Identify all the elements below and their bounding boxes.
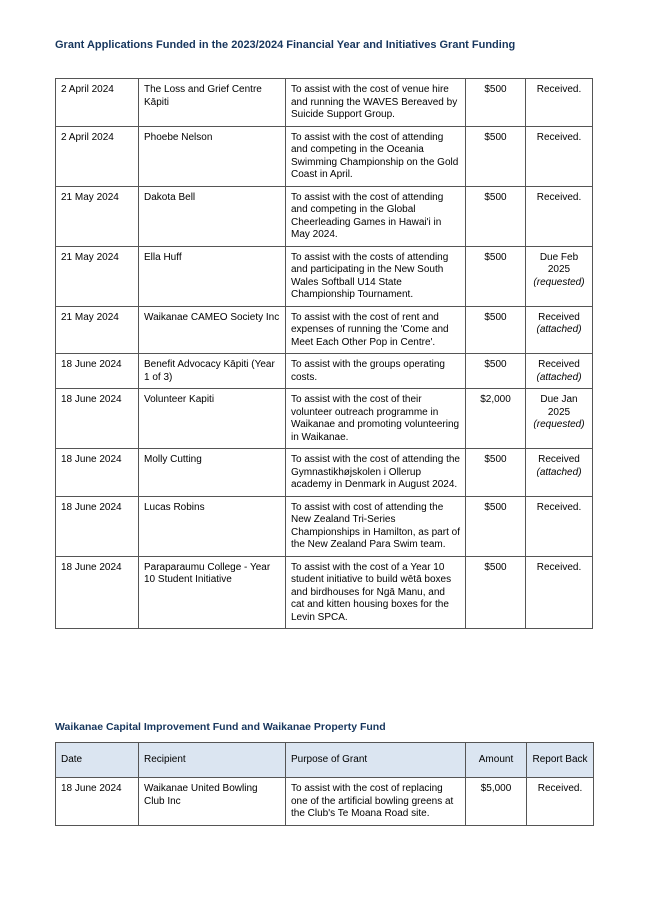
cell-recipient: Paraparaumu College - Year 10 Student Initiative [139,556,286,629]
cell-amount: $500 [466,126,526,186]
cell-amount: $500 [466,354,526,389]
cell-purpose: To assist with the cost of venue hire and running the WAVES Bereaved by Suicide Support Group. [286,79,466,127]
cell-recipient: The Loss and Grief Centre Kāpiti [139,79,286,127]
table-row [56,449,593,497]
cell-purpose: To assist with the costs of attending and participating in the New South Wales Softball U14 State Championship Tournament. [286,246,466,306]
cell-amount: $500 [466,556,526,629]
cell-date: 18 June 2024 [56,556,139,629]
header-recipient: Recipient [139,743,286,778]
report-status: Received [538,311,580,323]
cell-recipient: Lucas Robins [139,496,286,556]
grants-table [55,78,593,629]
cell-date: 18 June 2024 [56,354,139,389]
cell-recipient: Waikanae CAMEO Society Inc [139,306,286,354]
cell-amount: $500 [466,306,526,354]
section-title-grants: Grant Applications Funded in the 2023/2024 Financial Year and Initiatives Grant Funding [55,39,516,51]
cell-report-back [526,246,593,306]
cell-date: 21 May 2024 [56,306,139,354]
cell-purpose: To assist with the cost of their volunteer outreach programme in Waikanae and promoting volunteering in Waikanae. [286,389,466,449]
cell-amount: $2,000 [466,389,526,449]
cell-report-back [527,778,594,826]
cell-amount: $500 [466,246,526,306]
cell-recipient: Benefit Advocacy Kāpiti (Year 1 of 3) [139,354,286,389]
cell-report-back [526,306,593,354]
table-row [56,79,593,127]
cell-purpose: To assist with the groups operating costs. [286,354,466,389]
cell-recipient: Volunteer Kapiti [139,389,286,449]
report-status: Due Jan 2025 [540,394,578,418]
cell-report-back [526,389,593,449]
header-report-back: Report Back [527,743,594,778]
report-status: Received. [536,501,582,513]
cell-amount: $500 [466,449,526,497]
cell-date: 21 May 2024 [56,186,139,246]
cell-date: 2 April 2024 [56,126,139,186]
report-note: ( requested ) [531,419,587,432]
table-row [56,496,593,556]
table-row [56,186,593,246]
table-row [56,556,593,629]
cell-report-back [526,79,593,127]
report-status: Received. [536,131,582,143]
cell-recipient: Ella Huff [139,246,286,306]
table-row [56,778,594,826]
cell-purpose: To assist with the cost of attending the Gymnastikhøjskolen i Ollerup academy in Denmark in August 2024. [286,449,466,497]
cell-date: 21 May 2024 [56,246,139,306]
report-status: Received. [536,191,582,203]
table-row [56,126,593,186]
cell-date: 18 June 2024 [56,449,139,497]
report-status: Received [538,454,580,465]
cell-purpose: To assist with the cost of replacing one of the artificial bowling greens at the Club's Te Moana Road site. [286,778,466,826]
cell-purpose: To assist with the cost of rent and expenses of running the 'Come and Meet Each Other Pop in Centre'. [286,306,466,354]
report-note: ( requested ) [531,277,587,290]
cell-amount: $500 [466,496,526,556]
cell-report-back [526,186,593,246]
report-status: Received. [536,84,582,95]
cell-purpose: To assist with the cost of a Year 10 student initiative to build wētā boxes and birdhouses for Ngā Manu, and cat and kitten housing boxes for the Levin SPCA. [286,556,466,629]
report-note: ( attached ) [531,467,587,480]
report-status: Received. [537,783,583,794]
table-row [56,246,593,306]
cell-report-back [526,449,593,497]
cell-report-back [526,556,593,629]
cell-report-back [526,354,593,389]
table-header-row [56,743,594,778]
table-row [56,306,593,354]
report-note: ( attached ) [531,372,587,385]
cell-report-back [526,126,593,186]
cell-recipient: Molly Cutting [139,449,286,497]
cell-report-back [526,496,593,556]
table-row [56,354,593,389]
report-status: Due Feb 2025 [539,251,579,275]
cell-recipient: Dakota Bell [139,186,286,246]
cell-amount: $500 [466,79,526,127]
header-amount: Amount [466,743,527,778]
cell-purpose: To assist with the cost of attending and competing in the Oceania Swimming Championship on the Gold Coast in April. [286,126,466,186]
cell-amount: $500 [466,186,526,246]
cell-date: 18 June 2024 [56,778,139,826]
table-row [56,389,593,449]
cell-recipient: Phoebe Nelson [139,126,286,186]
cell-date: 2 April 2024 [56,79,139,127]
cell-date: 18 June 2024 [56,389,139,449]
cell-amount: $5,000 [466,778,527,826]
report-status: Received [538,359,580,370]
report-status: Received. [536,561,582,573]
section-title-capital-fund: Waikanae Capital Improvement Fund and Waikanae Property Fund [55,721,386,733]
cell-purpose: To assist with cost of attending the New Zealand Tri-Series Championships in Hamilton, as part of the New Zealand Para Swim team. [286,496,466,556]
capital-fund-table [55,742,594,826]
cell-recipient: Waikanae United Bowling Club Inc [139,778,286,826]
report-note: ( attached ) [531,324,587,337]
cell-date: 18 June 2024 [56,496,139,556]
cell-purpose: To assist with the cost of attending and competing in the Global Cheerleading Games in Hawai'i in May 2024. [286,186,466,246]
header-date: Date [56,743,139,778]
header-purpose: Purpose of Grant [286,743,466,778]
